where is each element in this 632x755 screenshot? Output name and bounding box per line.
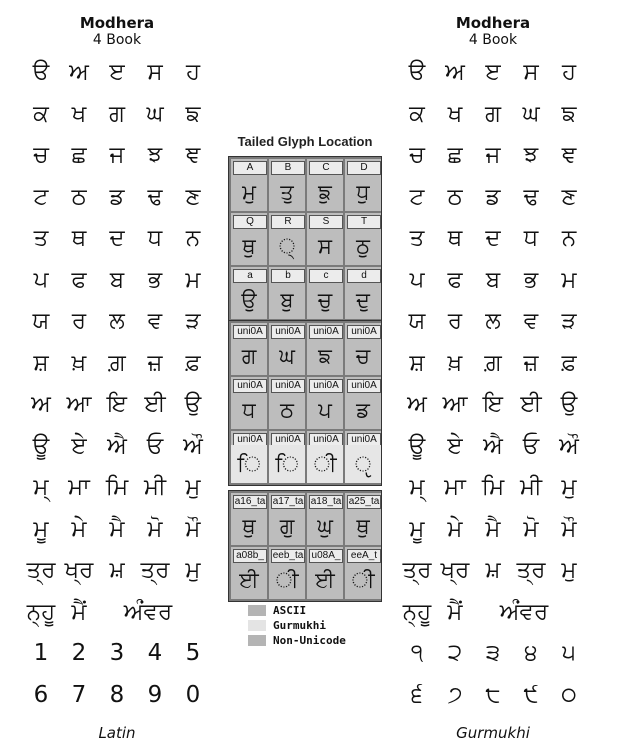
glyph-cell: ਢ <box>523 183 539 210</box>
glyph-cell: 1 <box>33 640 49 666</box>
glyph-cell: 3 <box>109 640 125 666</box>
glyph-cell: ਨ੍ਹੂ <box>402 598 432 625</box>
slot-glyph: ਪ <box>318 398 332 422</box>
glyph-cell: ਔ <box>183 432 203 459</box>
glyph-cell: ਇ <box>483 391 503 417</box>
glyph-cell: ਊ <box>408 432 426 459</box>
glyph-cell: ਸ <box>147 59 163 85</box>
glyph-cell: ਮੈ <box>485 515 501 542</box>
slot-glyph: ਉ <box>241 288 257 312</box>
legend-item <box>248 619 408 632</box>
slot-label: d <box>347 269 381 283</box>
glyph-slot <box>345 267 381 319</box>
glyph-cell: ਆ <box>66 391 92 417</box>
slot-label: uni0A <box>271 379 305 393</box>
glyph-slot <box>269 159 305 211</box>
slot-label: R <box>271 215 305 229</box>
slot-glyph: ਥੁ <box>356 514 370 538</box>
glyph-slot <box>307 547 343 599</box>
glyph-cell: ੜ <box>185 308 201 334</box>
glyph-cell: ਤ੍ਰ <box>402 557 432 583</box>
glyph-slot <box>269 493 305 545</box>
glyph-cell: ਊ <box>32 432 50 459</box>
legend-swatch <box>248 620 266 631</box>
glyph-cell: ਪ <box>409 266 425 293</box>
slot-glyph: ਦੁ <box>356 288 370 312</box>
glyph-cell: ੦ <box>561 681 577 708</box>
glyph-cell: ਣ <box>185 183 201 210</box>
slot-glyph: ੀ <box>351 568 375 592</box>
glyph-cell: ਚ <box>33 142 49 168</box>
slot-label: a25_ta <box>348 496 380 507</box>
font-style: 4 Book <box>468 32 518 48</box>
glyph-cell: ਬ <box>485 266 501 293</box>
slot-label: u08A_ <box>309 549 343 563</box>
slot-label: S <box>309 215 343 229</box>
glyph-cell: 4 <box>147 640 163 666</box>
glyph-slot <box>307 493 343 545</box>
glyph-cell: ਮ੍ <box>409 474 425 500</box>
glyph-slot <box>345 377 381 429</box>
glyph-cell: ਐ <box>483 432 503 459</box>
glyph-cell: ਅ <box>445 59 465 85</box>
glyph-cell: ਜ਼ <box>147 349 163 376</box>
glyph-cell: ੲ <box>485 59 501 85</box>
glyph-slot <box>345 547 381 599</box>
glyph-cell: ਆ <box>442 391 468 417</box>
slot-label: uni0A <box>347 433 381 447</box>
glyph-slot <box>231 493 267 545</box>
legend-label: Non-Unicode <box>273 634 346 647</box>
glyph-cell: ਯ <box>32 308 50 334</box>
glyph-cell: ਵ <box>147 308 163 334</box>
glyph-cell: ਮਾ <box>68 474 90 500</box>
glyph-slot <box>269 213 305 265</box>
slot-label: a08b_ <box>233 549 267 563</box>
glyph-slot <box>231 267 267 319</box>
glyph-cell: ਸ <box>523 59 539 85</box>
glyph-cell: ਮ <box>185 266 201 293</box>
glyph-block <box>228 320 382 486</box>
slot-glyph: ਘੁ <box>317 514 333 538</box>
glyph-cell: ਤ੍ਰ <box>140 557 170 583</box>
glyph-cell: ਖ੍ਰ <box>64 557 94 583</box>
slot-label: c <box>309 269 343 283</box>
glyph-cell: ਮ <box>561 266 577 293</box>
glyph-cell: ੭ <box>447 681 463 708</box>
slot-label: b <box>271 269 305 283</box>
slot-label: a17_ta <box>272 496 304 507</box>
glyph-cell: ਫ਼ <box>185 349 201 376</box>
glyph-cell: ੫ <box>562 640 576 666</box>
glyph-cell: ਛ <box>71 142 87 168</box>
legend-swatch <box>248 635 266 646</box>
slot-glyph: ਙ <box>318 344 332 368</box>
glyph-cell: ਪ <box>33 266 49 293</box>
glyph-cell: ਮੋ <box>523 515 539 542</box>
glyph-cell: ੮ <box>485 681 501 708</box>
glyph-slot <box>345 493 381 545</box>
slot-glyph: ਙੁ <box>318 180 332 204</box>
slot-glyph: ਤੁ <box>280 180 294 204</box>
glyph-cell: ਹ <box>561 59 577 85</box>
slot-glyph: ਗੁ <box>279 514 295 538</box>
slot-label: A <box>233 161 267 175</box>
glyph-cell: ਮੂ <box>409 515 425 542</box>
glyph-slot <box>269 267 305 319</box>
glyph-cell: ਫ <box>71 266 87 293</box>
font-name: Modhera <box>79 14 155 32</box>
font-name: Modhera <box>455 14 531 32</box>
slot-glyph: ੵ <box>345 445 381 483</box>
glyph-cell: ਏ <box>71 432 87 459</box>
slot-glyph: ਗ <box>241 344 257 368</box>
glyph-cell: ਮੁ <box>185 557 201 583</box>
glyph-block <box>228 490 382 602</box>
glyph-slot <box>231 159 267 211</box>
glyph-cell: ਅੰਂਵਰ <box>499 598 549 625</box>
glyph-slot <box>269 377 305 429</box>
slot-label: uni0A <box>233 433 267 447</box>
glyph-cell: ਵ <box>523 308 539 334</box>
glyph-cell: ਹ <box>185 59 201 85</box>
glyph-cell: ਗ <box>108 100 125 127</box>
glyph-slot <box>269 323 305 375</box>
slot-glyph: ਸ <box>318 234 332 258</box>
glyph-cell: ਅ <box>407 391 427 417</box>
glyph-cell: ਮੁ <box>185 474 201 500</box>
glyph-cell: ਤ੍ਰ <box>516 557 546 583</box>
slot-label: eeb_ta <box>272 550 304 561</box>
glyph-cell: ਧ <box>147 225 163 251</box>
slot-glyph: ਠ <box>280 398 294 422</box>
glyph-cell: ਮਿ <box>481 474 505 500</box>
glyph-cell: ਖ <box>71 100 87 127</box>
font-style: 4 Book <box>92 32 142 48</box>
slot-label: Q <box>233 215 267 229</box>
slot-label: eeA_t <box>347 549 381 563</box>
glyph-cell: ੪ <box>524 640 538 666</box>
slot-glyph: ੀ <box>275 568 299 592</box>
glyph-cell: ਣ <box>561 183 577 210</box>
glyph-cell: ਖ਼ <box>71 349 87 376</box>
glyph-cell: ਮੀ <box>519 474 543 500</box>
glyph-cell: ਗ਼ <box>484 349 502 376</box>
glyph-slot <box>345 159 381 211</box>
glyph-cell: ਸ਼ <box>33 349 49 376</box>
glyph-cell: ੩ <box>485 640 501 666</box>
glyph-cell: ਜ <box>109 142 125 168</box>
glyph-cell: ਐ <box>107 432 127 459</box>
glyph-cell: ਖ਼ <box>447 349 463 376</box>
script-label: Gurmukhi <box>456 724 530 742</box>
glyph-cell: ੨ <box>447 640 463 666</box>
slot-label: T <box>347 215 381 229</box>
glyph-slot <box>269 431 305 483</box>
glyph-cell: 6 <box>33 681 49 708</box>
glyph-cell: 2 <box>71 640 87 666</box>
glyph-cell: ਨ੍ਹੂ <box>26 598 56 625</box>
glyph-cell: ਘ <box>522 100 540 127</box>
glyph-cell: ਠ <box>447 183 463 210</box>
legend-item <box>248 634 408 647</box>
script-label: Latin <box>98 724 136 742</box>
glyph-cell: ਦ <box>109 225 125 251</box>
glyph-cell: ਙ <box>185 100 201 127</box>
glyph-cell: ਲ <box>485 308 501 334</box>
glyph-cell: ਅ <box>31 391 51 417</box>
glyph-cell: ਔ <box>559 432 579 459</box>
glyph-cell: ਤ੍ਰ <box>26 557 56 583</box>
glyph-cell: ਇ <box>107 391 127 417</box>
glyph-block <box>228 156 382 322</box>
slot-glyph: ਿ <box>269 445 305 483</box>
glyph-cell: ੬ <box>411 681 423 708</box>
glyph-cell: ਮੈਂ <box>71 598 87 625</box>
glyph-cell: ਅ <box>69 59 89 85</box>
slot-glyph: ਚੁ <box>317 288 333 312</box>
glyph-cell: ਏ <box>447 432 463 459</box>
glyph-cell: ੯ <box>523 681 539 708</box>
glyph-cell: ਧ <box>523 225 539 251</box>
glyph-cell: ਝ <box>523 142 539 168</box>
slot-label: uni0A <box>233 325 267 339</box>
glyph-cell: ਝ <box>147 142 163 168</box>
legend-item <box>248 604 408 617</box>
slot-glyph: ਠੁ <box>356 234 370 258</box>
glyph-cell: ਸ਼ <box>409 349 425 376</box>
slot-label: B <box>271 161 305 175</box>
slot-glyph: ੍ <box>278 234 296 258</box>
slot-label: uni0A <box>309 433 343 447</box>
glyph-cell: ਰ <box>447 308 463 334</box>
glyph-slot <box>307 159 343 211</box>
glyph-cell: ਦ <box>485 225 501 251</box>
glyph-cell: ਮੈਂ <box>447 598 463 625</box>
glyph-cell: ਞ <box>185 142 201 168</box>
glyph-cell: ਘ <box>146 100 164 127</box>
slot-glyph: ੀ <box>307 445 343 483</box>
glyph-cell: ਭ <box>523 266 539 293</box>
glyph-cell: ਠ <box>71 183 87 210</box>
glyph-cell: ਫ <box>447 266 463 293</box>
slot-glyph: ਬੁ <box>280 288 294 312</box>
glyph-cell: ਗ਼ <box>108 349 126 376</box>
glyph-cell: ਮੀ <box>143 474 167 500</box>
glyph-cell: ਮੈ <box>109 515 125 542</box>
glyph-slot <box>231 377 267 429</box>
glyph-cell: ੳ <box>32 59 50 85</box>
slot-label: uni0A <box>233 379 267 393</box>
glyph-cell: ਖ੍ਰ <box>440 557 470 583</box>
glyph-cell: ਯ <box>408 308 426 334</box>
glyph-cell: ਥ <box>447 225 463 251</box>
glyph-cell: ਮ੍ <box>33 474 49 500</box>
glyph-slot <box>231 213 267 265</box>
glyph-cell: ਭ <box>147 266 163 293</box>
glyph-cell: ਮੌ <box>561 515 577 542</box>
glyph-cell: ਮ਼ <box>485 557 501 583</box>
slot-label: uni0A <box>347 325 381 339</box>
slot-label: a <box>233 269 267 283</box>
glyph-slot <box>231 431 267 483</box>
panel-title: Tailed Glyph Location <box>237 134 373 149</box>
glyph-cell: ਓ <box>146 432 164 459</box>
glyph-cell: ਲ <box>109 308 125 334</box>
glyph-cell: ਤ <box>33 225 49 251</box>
glyph-slot <box>269 547 305 599</box>
glyph-cell: ਬ <box>109 266 125 293</box>
glyph-slot <box>307 323 343 375</box>
slot-glyph: ਿ <box>231 445 267 483</box>
glyph-cell: ਈ <box>520 391 542 417</box>
glyph-slot <box>307 431 343 483</box>
glyph-slot <box>345 323 381 375</box>
slot-glyph: ਡ <box>356 398 370 422</box>
glyph-cell: ਕ <box>33 100 49 127</box>
slot-glyph: ਥੁ <box>242 234 256 258</box>
glyph-cell: ਡ <box>485 183 501 210</box>
slot-glyph: ਘ <box>279 344 295 368</box>
glyph-cell: ਮੌ <box>185 515 201 542</box>
glyph-cell: ੧ <box>410 640 424 666</box>
glyph-slot <box>307 377 343 429</box>
glyph-cell: ਫ਼ <box>561 349 577 376</box>
slot-glyph: ਮੁ <box>242 180 256 204</box>
glyph-cell: ਮਿ <box>105 474 129 500</box>
slot-glyph: ਈ <box>239 568 259 592</box>
glyph-slot <box>307 267 343 319</box>
glyph-cell: ਡ <box>109 183 125 210</box>
slot-label: uni0A <box>271 433 305 447</box>
glyph-cell: ਮੁ <box>561 474 577 500</box>
slot-glyph: ਧ <box>242 398 256 422</box>
slot-label: C <box>309 161 343 175</box>
slot-label: uni0A <box>309 379 343 393</box>
glyph-cell: ਙ <box>561 100 577 127</box>
legend-label: ASCII <box>273 604 307 617</box>
slot-label: a18_ta <box>310 496 342 507</box>
glyph-cell: ਕ <box>409 100 425 127</box>
glyph-slot <box>231 547 267 599</box>
glyph-cell: ਜ਼ <box>523 349 539 376</box>
slot-glyph: ਧੁ <box>356 180 370 204</box>
glyph-cell: 5 <box>185 640 201 666</box>
glyph-cell: 7 <box>71 681 87 708</box>
glyph-cell: ਮੁ <box>561 557 577 583</box>
glyph-cell: ਨ <box>185 225 201 251</box>
glyph-cell: ਮੋ <box>147 515 163 542</box>
glyph-cell: ਮੇ <box>71 515 87 542</box>
glyph-cell: ਅੰਂਵਰ <box>123 598 173 625</box>
glyph-cell: ਨ <box>561 225 577 251</box>
glyph-cell: ਮ਼ <box>109 557 125 583</box>
glyph-cell: ਢ <box>147 183 163 210</box>
slot-glyph: ਥੁ <box>242 514 256 538</box>
glyph-cell: ਞ <box>561 142 577 168</box>
glyph-cell: ਰ <box>71 308 87 334</box>
glyph-cell: ੲ <box>109 59 125 85</box>
glyph-cell: ੜ <box>561 308 577 334</box>
glyph-cell: ਚ <box>409 142 425 168</box>
glyph-cell: ਈ <box>144 391 166 417</box>
legend-swatch <box>248 605 266 616</box>
glyph-cell: ਛ <box>447 142 463 168</box>
glyph-slot <box>345 213 381 265</box>
glyph-cell: ਮੇ <box>447 515 463 542</box>
glyph-cell: 8 <box>109 681 125 708</box>
glyph-slot <box>345 431 381 483</box>
slot-label: uni0A <box>271 325 305 339</box>
glyph-cell: ਟ <box>409 183 425 210</box>
glyph-cell: ਉ <box>560 391 578 417</box>
slot-glyph: ਚ <box>355 344 371 368</box>
glyph-cell: ਓ <box>522 432 540 459</box>
glyph-slot <box>307 213 343 265</box>
slot-label: a16_ta <box>234 496 266 507</box>
legend-label: Gurmukhi <box>273 619 326 632</box>
glyph-cell: ੳ <box>408 59 426 85</box>
glyph-cell: 9 <box>147 681 163 708</box>
glyph-cell: ਤ <box>409 225 425 251</box>
slot-label: uni0A <box>309 325 343 339</box>
glyph-cell: 0 <box>185 681 201 708</box>
glyph-cell: ਉ <box>184 391 202 417</box>
glyph-cell: ਟ <box>33 183 49 210</box>
glyph-cell: ਗ <box>484 100 501 127</box>
glyph-slot <box>231 323 267 375</box>
glyph-cell: ਥ <box>71 225 87 251</box>
slot-label: uni0A <box>347 379 381 393</box>
glyph-cell: ਮੂ <box>33 515 49 542</box>
slot-label: D <box>347 161 381 175</box>
glyph-cell: ਜ <box>485 142 501 168</box>
slot-glyph: ਈ <box>315 568 335 592</box>
glyph-cell: ਖ <box>447 100 463 127</box>
glyph-cell: ਮਾ <box>444 474 466 500</box>
